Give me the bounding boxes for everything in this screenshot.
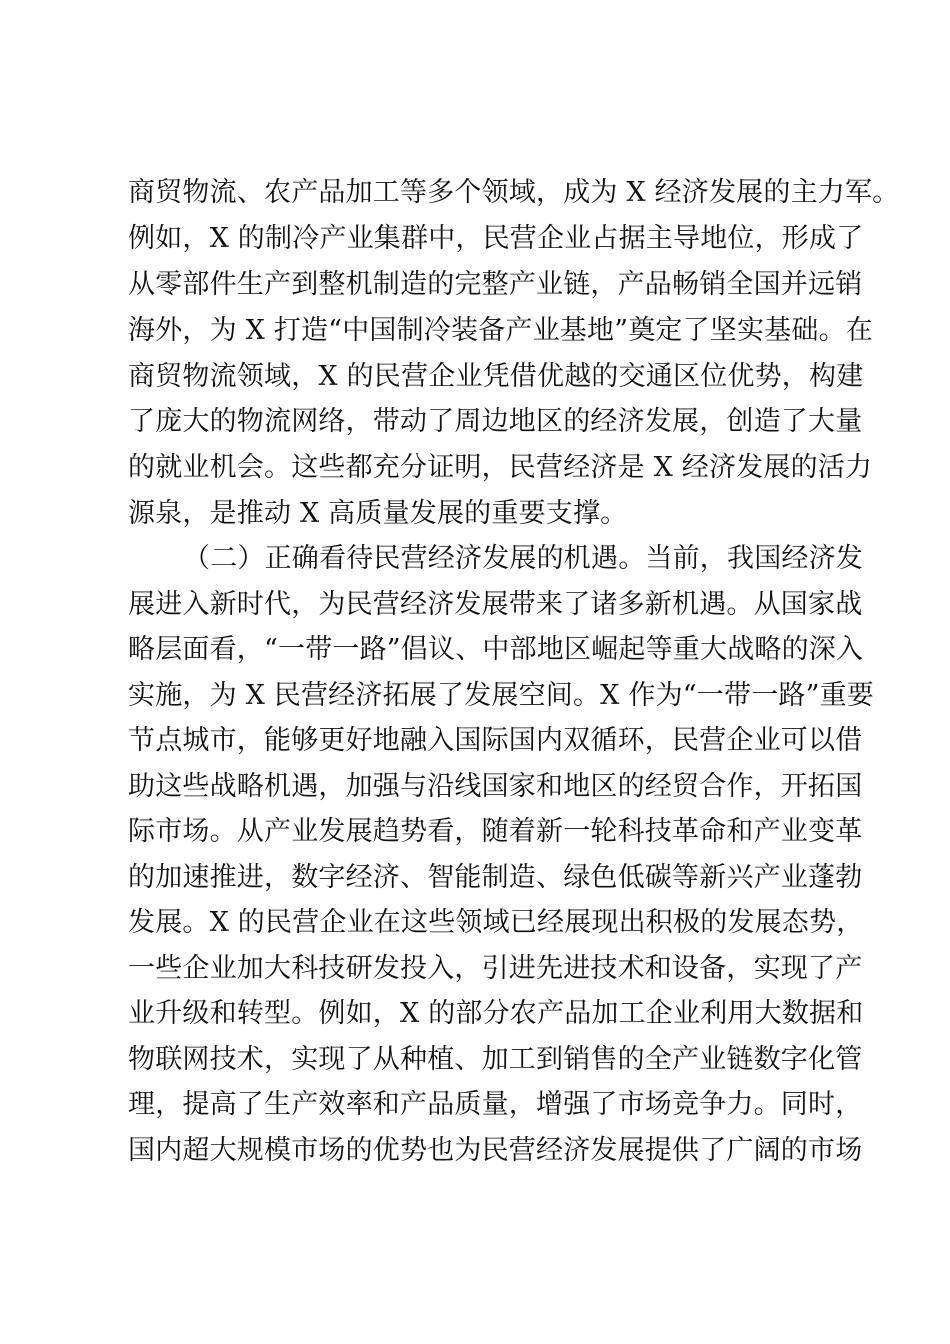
text-line: 实施，为 X 民营经济拓展了发展空间。X 作为“一带一路”重要 [128, 680, 874, 711]
text-line: 略层面看，“一带一路”倡议、中部地区崛起等重大战略的深入 [128, 634, 864, 665]
text-line: 一些企业加大科技研发投入，引进先进技术和设备，实现了产 [128, 953, 863, 984]
text-line: 业升级和转型。例如，X 的部分农产品加工企业利用大数据和 [128, 998, 864, 1029]
text-line: 的加速推进，数字经济、智能制造、绿色低碳等新兴产业蓬勃 [128, 862, 863, 893]
text-line: 节点城市，能够更好地融入国际国内双循环，民营企业可以借 [128, 725, 863, 756]
text-line: 的就业机会。这些都充分证明，民营经济是 X 经济发展的活力 [128, 452, 873, 483]
text-line: 海外，为 X 打造“中国制冷装备产业基地”奠定了坚实基础。在 [128, 315, 873, 346]
text-line: 商贸物流、农产品加工等多个领域，成为 X 经济发展的主力军。 [128, 177, 900, 208]
text-line: 助这些战略机遇，加强与沿线国家和地区的经贸合作，开拓国 [128, 771, 863, 802]
text-line: 商贸物流领域，X 的民营企业凭借优越的交通区位优势，构建 [128, 361, 864, 392]
text-line: 从零部件生产到整机制造的完整产业链，产品畅销全国并远销 [128, 269, 863, 300]
text-line: 物联网技术，实现了从种植、加工到销售的全产业链数字化管 [128, 1044, 863, 1075]
text-line: 例如，X 的制冷产业集群中，民营企业占据主导地位，形成了 [128, 223, 864, 254]
text-line: 展进入新时代，为民营经济发展带来了诸多新机遇。从国家战 [128, 589, 863, 620]
text-line: 发展。X 的民营企业在这些领域已经展现出积极的发展态势， [128, 907, 864, 938]
paragraph-heading-line: （二）正确看待民营经济发展的机遇。当前，我国经济发 [183, 543, 863, 574]
text-line: 了庞大的物流网络，带动了周边地区的经济发展，创造了大量 [128, 406, 863, 437]
text-line: 源泉，是推动 X 高质量发展的重要支撑。 [128, 498, 628, 529]
text-line: 际市场。从产业发展趋势看，随着新一轮科技革命和产业变革 [128, 816, 863, 847]
text-line: 国内超大规模市场的优势也为民营经济发展提供了广阔的市场 [128, 1135, 863, 1166]
text-line: 理，提高了生产效率和产品质量，增强了市场竞争力。同时， [128, 1089, 863, 1120]
